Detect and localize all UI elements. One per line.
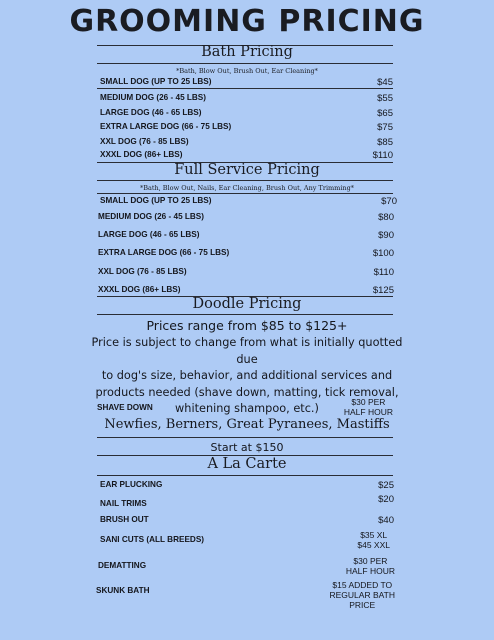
bath-item-price: $110 [372, 150, 393, 161]
bath-item-label: LARGE DOG (46 - 65 LBS) [100, 108, 202, 117]
bath-pricing-note: *Bath, Blow Out, Brush Out, Ear Cleaning* [176, 67, 318, 75]
bath-item-label: MEDIUM DOG (26 - 45 LBS) [100, 93, 206, 102]
bath-item-price: $85 [377, 137, 393, 148]
full-service-item-label: XXL DOG (76 - 85 LBS) [98, 267, 187, 276]
bath-pricing-heading: Bath Pricing [201, 44, 293, 60]
nail-trims-label: NAIL TRIMS [100, 499, 147, 508]
shave-down-price-line: HALF HOUR [343, 407, 393, 417]
doodle-description-line: Price is subject to change from what is initially quotted due [91, 336, 403, 366]
full-service-item-label: MEDIUM DOG (26 - 45 LBS) [98, 212, 204, 221]
sani-cuts-price [357, 530, 390, 550]
full-service-note: *Bath, Blow Out, Nails, Ear Cleaning, Brush Out, Any Trimming* [139, 184, 355, 192]
shave-down-label: SHAVE DOWN [97, 403, 153, 412]
full-service-item-price: $80 [378, 212, 394, 223]
skunk-bath-price-line: REGULAR BATH [329, 590, 395, 600]
full-service-item-label: LARGE DOG (46 - 65 LBS) [98, 230, 200, 239]
divider [97, 314, 393, 315]
brush-out-label: BRUSH OUT [100, 515, 149, 524]
sani-cuts-label: SANI CUTS (ALL BREEDS) [100, 535, 205, 544]
divider [97, 437, 393, 438]
full-service-item-label: SMALL DOG (UP TO 25 LBS) [100, 196, 212, 205]
divider [97, 180, 393, 181]
full-service-item-label: XXXL DOG (86+ LBS) [98, 285, 181, 294]
large-breeds-line: Newfies, Berners, Great Pyranees, Mastiffs [104, 417, 390, 432]
sani-cuts-price-line: $35 XL [360, 530, 388, 540]
full-service-heading: Full Service Pricing [174, 162, 320, 178]
doodle-pricing-heading: Doodle Pricing [192, 296, 302, 312]
bath-item-price: $65 [377, 108, 393, 119]
divider [97, 193, 393, 194]
doodle-description-line: products needed (shave down, matting, tick removal, [95, 385, 399, 399]
bath-item-price: $75 [377, 122, 393, 133]
skunk-bath-price [330, 580, 396, 610]
full-service-item-label: EXTRA LARGE DOG (66 - 75 LBS) [98, 248, 230, 257]
doodle-price-range: Prices range from $85 to $125+ [146, 318, 348, 333]
brush-out-price: $40 [378, 515, 394, 526]
full-service-item-price: $70 [381, 196, 397, 207]
full-service-item-price: $125 [372, 285, 394, 296]
bath-item-label: EXTRA LARGE DOG (66 - 75 LBS) [100, 122, 232, 131]
full-service-item-price: $110 [373, 267, 394, 278]
full-service-item-price: $100 [372, 248, 394, 259]
bath-item-label: XXL DOG (76 - 85 LBS) [100, 137, 189, 146]
a-la-carte-heading: A La Carte [207, 456, 287, 472]
nail-trims-price: $20 [378, 494, 394, 505]
large-breeds-start-price: Start at $150 [210, 441, 284, 454]
dematting-price [346, 556, 395, 576]
full-service-item-price: $90 [378, 230, 394, 241]
skunk-bath-label: SKUNK BATH [96, 586, 150, 595]
sani-cuts-price-line: $45 XXL [357, 540, 390, 550]
doodle-description-line: to dog's size, behavior, and additional services and [101, 369, 393, 382]
skunk-bath-price-line: PRICE [349, 600, 376, 610]
skunk-bath-price-line: $15 ADDED TO [332, 580, 393, 590]
bath-item-price: $55 [377, 93, 393, 104]
bath-item-label: SMALL DOG (UP TO 25 LBS) [100, 77, 212, 86]
shave-down-price-line: $30 PER [351, 397, 386, 407]
ear-plucking-price: $25 [378, 480, 394, 491]
dematting-price-line: $30 PER [353, 556, 388, 566]
divider [97, 88, 393, 89]
doodle-description-line: whitening shampoo, etc.) [175, 402, 319, 415]
bath-item-label: XXXL DOG (86+ LBS) [100, 150, 183, 159]
divider [97, 475, 393, 476]
ear-plucking-label: EAR PLUCKING [100, 480, 163, 489]
page-title: GROOMING PRICING [69, 4, 425, 39]
shave-down-price [344, 397, 393, 417]
bath-item-price: $45 [377, 77, 393, 88]
dematting-price-line: HALF HOUR [345, 566, 395, 576]
divider [97, 63, 393, 64]
dematting-label: DEMATTING [98, 561, 147, 570]
